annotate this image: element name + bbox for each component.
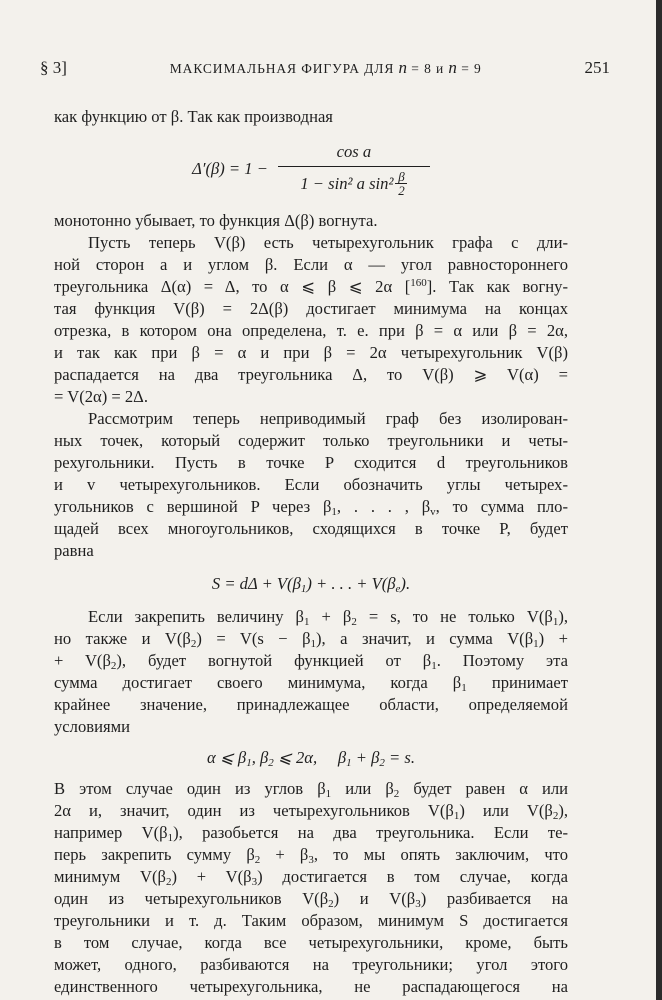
- paragraph-6-line: минимум $V(\beta_2) + V(\beta_3)$ достигается в том случае, когда: [54, 867, 568, 888]
- paragraph-5-line: Если закрепить величину $\beta_1 + \beta_2 = s$, то не только $V(\beta_1)$,: [88, 607, 568, 628]
- paragraph-6-line: В этом случае один из углов $\beta_1$ или $\beta_2$ будет равен α или: [54, 779, 569, 800]
- running-header: [40, 58, 610, 88]
- paragraph-6-line: перь закрепить сумму $\beta_2 + \beta_3$, то мы опять заключим, что: [54, 845, 568, 866]
- paragraph-5-line: сумма достигает своего минимума, когда $\beta_1$ принимает: [54, 673, 568, 694]
- paragraph-5-line: но также и $V(\beta_2) = V(s - \beta_1)$, а значит, и сумма $V(\beta_1)$ +: [54, 629, 568, 650]
- formula-conditions: α ⩽ $\beta_1$, $\beta_2$ ⩽ 2α, $\beta_1 + \beta_2 = s$.: [207, 748, 415, 769]
- paragraph-3-line: Пусть теперь V(β) есть четырехугольник графа с дли-: [88, 233, 568, 252]
- paragraph-6-line: например $V(\beta_1)$, разобьется на два треугольника. Если те-: [54, 823, 568, 844]
- paragraph-2: монотонно убывает, то функция Δ(β) вогнута.: [54, 211, 378, 230]
- page-number: 251: [584, 58, 610, 77]
- paragraph-4-line: ных точек, который содержит только треугольники и четы-: [54, 431, 568, 450]
- paragraph-3-line: отрезка, в котором она определена, т. е. при β = α или β = 2α,: [54, 321, 568, 340]
- paragraph-4-line: и v четырехугольников. Если обозначить углы четырех-: [54, 475, 568, 494]
- paragraph-5-line: условиями: [54, 717, 130, 736]
- paragraph-3-line: и так как при β = α и при β = 2α четырехугольник V(β): [54, 343, 568, 362]
- paragraph-3-line: ной сторон a и углом β. Если α — угол равностороннего: [54, 255, 568, 274]
- paragraph-5-line: + $V(\beta_2)$, будет вогнутой функцией от $\beta_1$. Поэтому эта: [54, 651, 568, 672]
- paragraph-6-line: может, одного, разбиваются на треугольники; угол этого: [54, 955, 568, 974]
- paragraph-6-line: единственного четырехугольника, не распадающегося на: [54, 977, 568, 996]
- paragraph-6-line: в том случае, когда все четырехугольники, кроме, быть: [54, 933, 568, 952]
- section-marker: § 3]: [40, 58, 67, 77]
- body-text: [54, 106, 568, 998]
- header-title: МАКСИМАЛЬНАЯ ФИГУРА ДЛЯ n = 8 и n = 9: [169, 58, 482, 77]
- paragraph-3-line: треугольника Δ(α) = Δ, то α ⩽ β ⩽ 2α [$^{160}$]. Так как вогну-: [54, 277, 568, 296]
- paragraph-6-line: треугольники и т. д. Таким образом, минимум S достигается: [54, 911, 568, 930]
- paragraph-3-line: распадается на два треугольника Δ, то V(β) ⩾ V(α) =: [54, 365, 568, 384]
- paragraph-4-line: Рассмотрим теперь неприводимый граф без изолирован-: [88, 409, 568, 428]
- paragraph-5-line: крайнее значение, принадлежащее области, определяемой: [54, 695, 568, 714]
- paragraph-4-line: щадей всех многоугольников, сходящихся в точке P, будет: [54, 519, 568, 538]
- citation-ref: 160: [410, 277, 427, 289]
- paragraph-4-line: равна: [54, 541, 94, 560]
- paragraph-1: как функцию от β. Так как производная: [54, 107, 333, 126]
- paragraph-4-line: рехугольники. Пусть в точке P сходится d треугольников: [54, 453, 568, 472]
- formula-derivative: Δ′(β) = 1 − cos a 1 − sin² a sin² β 2: [54, 128, 568, 210]
- paragraph-4-line: угольников с вершиной P через $\beta_1$, . . . , $\beta_v$, то сумма пло-: [54, 497, 568, 518]
- paragraph-6-line: один из четырехугольников $V(\beta_2)$ и $V(\beta_3)$ разбивается на: [54, 889, 569, 910]
- paragraph-3-line: тая функция V(β) = 2Δ(β) достигает минимума на концах: [54, 299, 568, 318]
- paragraph-3-line: = V(2α) = 2Δ.: [54, 387, 149, 406]
- page-spine-edge: [656, 0, 662, 1000]
- formula-sum: $S = d\Delta + V(\beta_1)$ + . . . + $V(\beta_e)$.: [211, 574, 411, 595]
- paragraph-6-line: 2α и, значит, один из четырехугольников $V(\beta_1)$ или $V(\beta_2)$,: [54, 801, 568, 822]
